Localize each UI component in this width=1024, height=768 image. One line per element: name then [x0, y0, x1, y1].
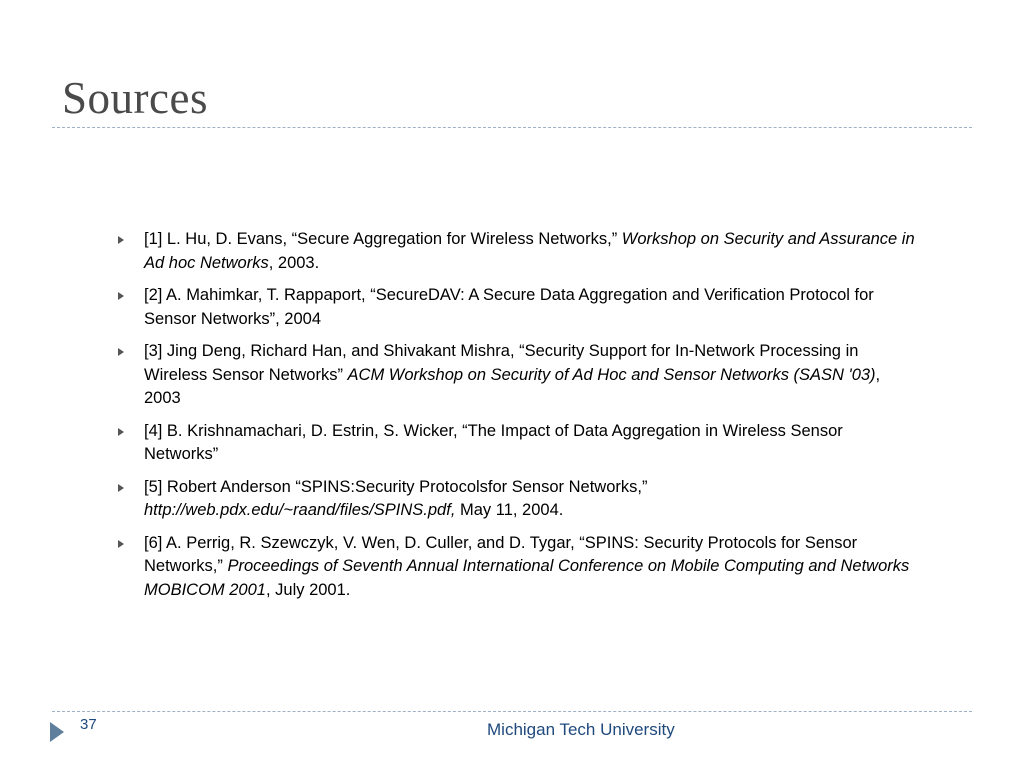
slide-title: Sources	[62, 73, 208, 123]
title-divider	[52, 127, 972, 128]
reference-text: , July 2001.	[265, 580, 351, 599]
bullet-arrow-icon	[118, 484, 124, 492]
bullet-arrow-icon	[118, 428, 124, 436]
reference-item	[118, 420, 918, 467]
reference-item	[118, 340, 918, 411]
page-number: 37	[80, 716, 97, 733]
reference-venue: Workshop on Security and Assurance in Ad hoc Networks	[144, 230, 915, 272]
reference-text: [4] B. Krishnamachari, D. Estrin, S. Wicker, “The Impact of Data Aggregation in Wireless Sensor Networks”	[144, 421, 843, 463]
reference-url: http://web.pdx.edu/~raand/files/SPINS.pdf,	[144, 501, 456, 519]
footer-institution: Michigan Tech University	[487, 720, 675, 739]
bullet-arrow-icon	[118, 292, 124, 300]
reference-list	[118, 228, 918, 611]
reference-venue: ACM Workshop on Security of Ad Hoc and Sensor Networks (SASN '03)	[347, 365, 876, 384]
reference-venue: Proceedings of Seventh Annual International Conference on Mobile Computing and Networks MOBICOM 2001	[144, 557, 910, 599]
reference-item	[118, 284, 918, 331]
reference-text: [2] A. Mahimkar, T. Rappaport, “SecureDAV: A Secure Data Aggregation and Verification Protocol for Sensor Networks”, 2004	[144, 286, 874, 328]
bullet-arrow-icon	[118, 348, 124, 356]
reference-text: [1] L. Hu, D. Evans, “Secure Aggregation for Wireless Networks,”	[144, 230, 622, 248]
reference-text: [6] A. Perrig, R. Szewczyk, V. Wen, D. Culler, and D. Tygar, “SPINS: Security Protocols for Sensor Networks,”	[144, 533, 858, 575]
reference-text: , 2003	[144, 365, 881, 407]
reference-item	[118, 532, 918, 603]
reference-item	[118, 228, 918, 275]
reference-item	[118, 476, 918, 523]
reference-text: , 2003.	[268, 253, 320, 272]
reference-text: [3] Jing Deng, Richard Han, and Shivakant Mishra, “Security Support for In-Network Processing in Wireless Sensor Networks”	[144, 342, 859, 384]
bullet-arrow-icon	[118, 540, 124, 548]
bullet-arrow-icon	[118, 236, 124, 244]
reference-text: [5] Robert Anderson “SPINS:Security Protocolsfor Sensor Networks,”	[144, 477, 648, 496]
footer-divider	[52, 711, 972, 712]
reference-text: May 11, 2004.	[455, 501, 564, 519]
footer-arrow-icon	[50, 722, 64, 742]
